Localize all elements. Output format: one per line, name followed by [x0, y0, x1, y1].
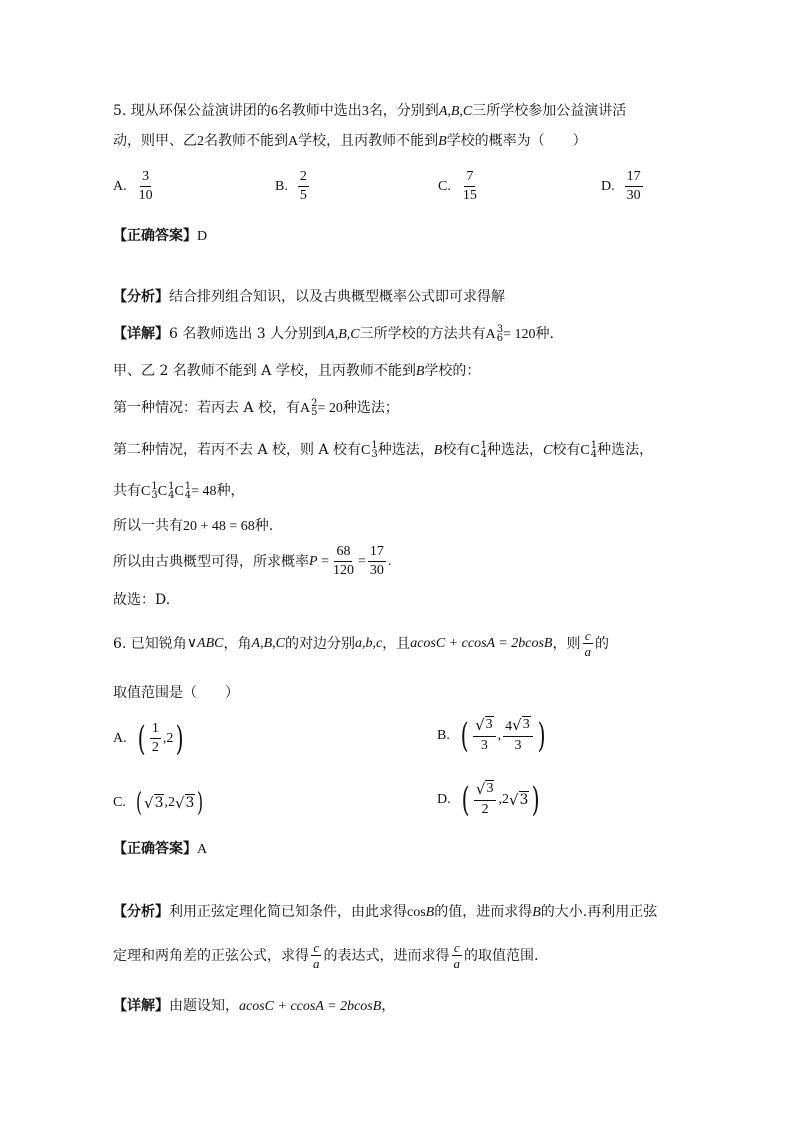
fraction: $\frac{2}{5}$ — [299, 169, 307, 203]
q6-analysis-line2: 定理和两角差的正弦公式，求得 $\frac{c}{a}$ 的表达式，进而求得 $\frac{c}{a}$ 的取值范围. — [113, 940, 539, 971]
q6-option-d: D. ( √ 3 2 ,2 √ 3 ) — [437, 779, 541, 820]
q5-option-d: D. $\frac{17}{30}$ — [601, 169, 641, 203]
sqrt: √ 3 — [512, 716, 530, 734]
fraction: 4 √ 3 3 — [503, 716, 533, 755]
q6-stem-line1: 6. 已知锐角 ∨ABC ，角 A,B,C 的对边分别 a,b,c ，且 acosC + ccosA = 2bcosB ，则 $\frac{c}{a}$ 的 — [113, 628, 609, 659]
fraction: $\frac{7}{15}$ — [462, 169, 477, 203]
fraction: √ 3 2 — [474, 780, 497, 819]
fraction: $\frac{68}{120}$ — [332, 544, 354, 578]
q6-answer: 【正确答案】A — [113, 841, 208, 857]
q5-detail-line4: 第二种情况，若丙不去 A 校，则 A 校有C 1 3 种选法，B校有C 1 4 种选法，C校有C 1 4 种选法， — [113, 440, 654, 460]
fraction: √ 3 3 — [473, 716, 496, 755]
q5-detail-line1: 【详解】6 名教师选出 3 人分别到A,B,C三所学校的方法共有A 3 6 = 120种. — [113, 324, 554, 344]
q5-detail-line3: 第一种情况：若丙去 A 校，有A 2 5 = 20种选法； — [113, 398, 399, 418]
q5-detail-line6: 所以一共有20 + 48 = 68种. — [113, 518, 274, 534]
fraction: $\frac{c}{a}$ — [453, 940, 460, 971]
q5-answer: 【正确答案】D — [113, 228, 208, 244]
fraction: $\frac{3}{10}$ — [138, 169, 153, 203]
q6-analysis-line1: 【分析】利用正弦定理化简已知条件，由此求得cosB的值，进而求得B的大小.再利用正弦 — [113, 904, 658, 920]
q5-analysis: 【分析】结合排列组合知识，以及古典概型概率公式即可求得解 — [113, 289, 505, 305]
q6-detail-line1: 【详解】由题设知，acosC + ccosA = 2bcosB， — [113, 998, 396, 1014]
q5-detail-line5: 共有C 1 3 C 1 4 C 1 4 = 48种， — [113, 481, 245, 501]
q5-detail-line7: 所以由古典概型可得，所求概率 P = $\frac{68}{120}$ = $\frac{17}{30}$ . — [113, 544, 392, 578]
fraction: $\frac{1}{2}$ — [151, 721, 159, 755]
fraction: $\frac{c}{a}$ — [313, 940, 320, 971]
q5-detail-line2: 甲、乙 2 名教师不能到 A 学校，且丙教师不能到B学校的： — [113, 363, 481, 379]
q5-stem-line2: 动，则甲、乙2名教师不能到A学校，且丙教师不能到B学校的概率为（ ） — [113, 133, 587, 149]
q6-stem-line2: 取值范围是（ ） — [113, 685, 239, 701]
sqrt: √ 3 — [508, 790, 529, 809]
q5-stem-line1: 5. 现从环保公益演讲团的6名教师中选出3名，分别到A,B,C三所学校参加公益演讲活 — [113, 103, 627, 119]
q5-option-c: C. $\frac{7}{15}$ — [438, 169, 477, 203]
sqrt: √ 3 — [144, 794, 164, 812]
fraction: $\frac{17}{30}$ — [369, 544, 384, 578]
fraction: $\frac{17}{30}$ — [626, 169, 641, 203]
fraction: $\frac{c}{a}$ — [584, 628, 591, 659]
q6-option-c: C. ( √ 3 ,2 √ 3 ) — [113, 788, 204, 818]
q5-option-a: A. $\frac{3}{10}$ — [113, 169, 153, 203]
q6-option-b: B. ( √ 3 3 , 4 √ 3 3 ) — [437, 715, 546, 756]
sqrt: √ 3 — [475, 780, 494, 798]
sqrt: √ 3 — [475, 716, 493, 734]
q5-option-b: B. $\frac{2}{5}$ — [275, 169, 307, 203]
q5-detail-line8: 故选：D. — [113, 592, 171, 608]
sqrt: √ 3 — [174, 794, 195, 812]
q6-option-a: A. ( $\frac{1}{2}$ ,2 ) — [113, 718, 185, 759]
